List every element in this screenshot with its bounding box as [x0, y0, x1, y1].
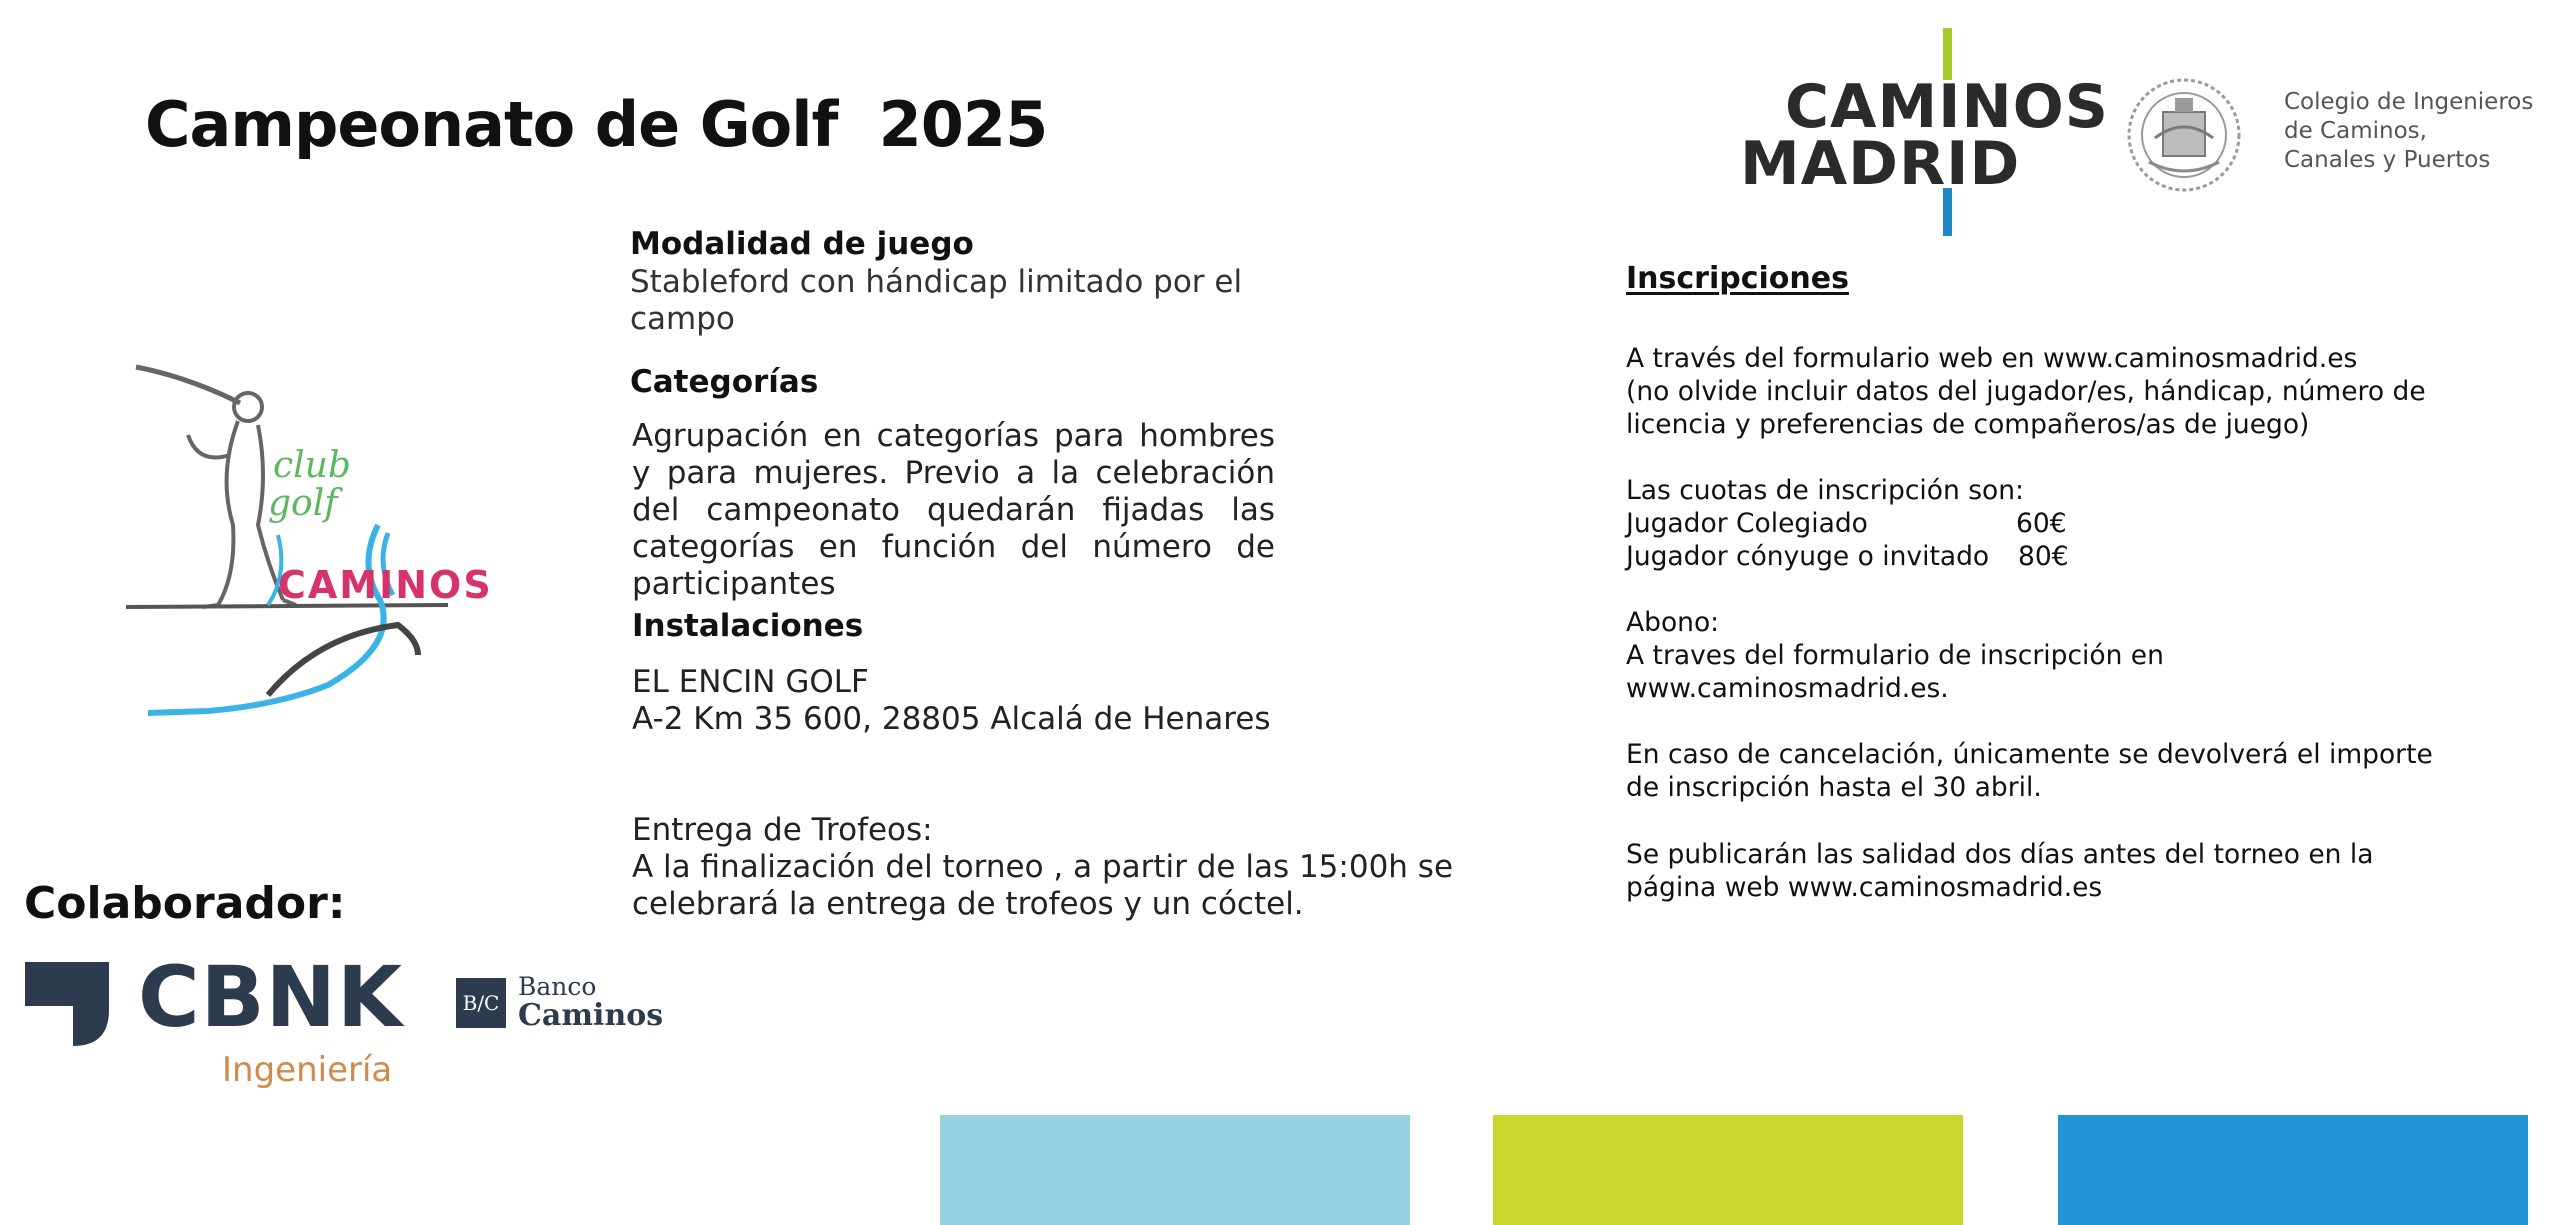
footer-bar-light-blue — [940, 1115, 1410, 1225]
categorias-text: Agrupación en categorías para hombres y para mujeres. Previo a la celebración del campeonato quedarán fijadas las categorías en función del número de participantes — [632, 418, 1275, 602]
instalaciones-text: EL ENCIN GOLF A-2 Km 35 600, 28805 Alcalá de Henares — [632, 664, 1271, 737]
cbnk-word: CBNK — [138, 948, 404, 1046]
colegio-seal-icon — [2125, 76, 2243, 194]
cuotas-title: Las cuotas de inscripción son: — [1626, 475, 2024, 506]
fee-row: Jugador Colegiado 60€ — [1626, 508, 2067, 539]
cancelacion-block: En caso de cancelación, únicamente se devolverá el importe de inscripción hasta el 30 abril. — [1626, 739, 2433, 803]
colaborador-label: Colaborador: — [24, 878, 346, 929]
footer-bar-blue — [2058, 1115, 2528, 1225]
footer-bar-lime — [1493, 1115, 1963, 1225]
inscripciones-intro: A través del formulario web en www.caminosmadrid.es (no olvide incluir datos del jugador/es, hándicap, número de licencia y preferencias de compañeros/as de juego) — [1626, 343, 2426, 440]
page-title: Campeonato de Golf 2025 — [145, 88, 1048, 161]
club-caminos-word: CAMINOS — [278, 563, 493, 607]
caminos-word: CAMINOS — [1785, 72, 2109, 142]
modalidad-heading: Modalidad de juego — [630, 226, 974, 262]
trofeos-block: Entrega de Trofeos: A la finalización del torneo , a partir de las 15:00h se celebrará la entrega de trofeos y un cóctel. — [632, 812, 1454, 922]
golf-word: golf — [268, 483, 338, 524]
trofeos-heading: Entrega de Trofeos: — [632, 812, 933, 848]
categorias-heading: Categorías — [630, 364, 819, 400]
madrid-word: MADRID — [1740, 129, 2021, 199]
banco-caminos-mark: B/C — [456, 978, 506, 1028]
cbnk-shield-icon — [25, 962, 109, 1046]
club-golf-logo — [118, 355, 508, 745]
fee-price: 80€ — [2018, 541, 2069, 572]
instalaciones-heading: Instalaciones — [632, 608, 864, 644]
colegio-name: Colegio de Ingenieros de Caminos, Canales y Puertos — [2284, 89, 2534, 173]
cuotas-block — [1626, 474, 2069, 573]
caminos-madrid-logo — [1740, 28, 2109, 238]
inscripciones-heading: Inscripciones — [1626, 261, 1849, 296]
club-word: club — [273, 445, 351, 486]
abono-block: Abono: A traves del formulario de inscripción en www.caminosmadrid.es. — [1626, 607, 2164, 704]
golfer-icon — [118, 355, 508, 745]
fee-price: 60€ — [2016, 508, 2067, 539]
banco-caminos-text: Banco Caminos — [518, 972, 664, 1033]
cbnk-ingenieria: Ingeniería — [222, 1050, 393, 1090]
modalidad-text: Stableford con hándicap limitado por el campo — [630, 264, 1243, 337]
salidas-block: Se publicarán las salidad dos días antes del torneo en la página web www.caminosmadrid.es — [1626, 839, 2374, 903]
fee-row: Jugador cónyuge o invitado 80€ — [1626, 541, 2069, 572]
